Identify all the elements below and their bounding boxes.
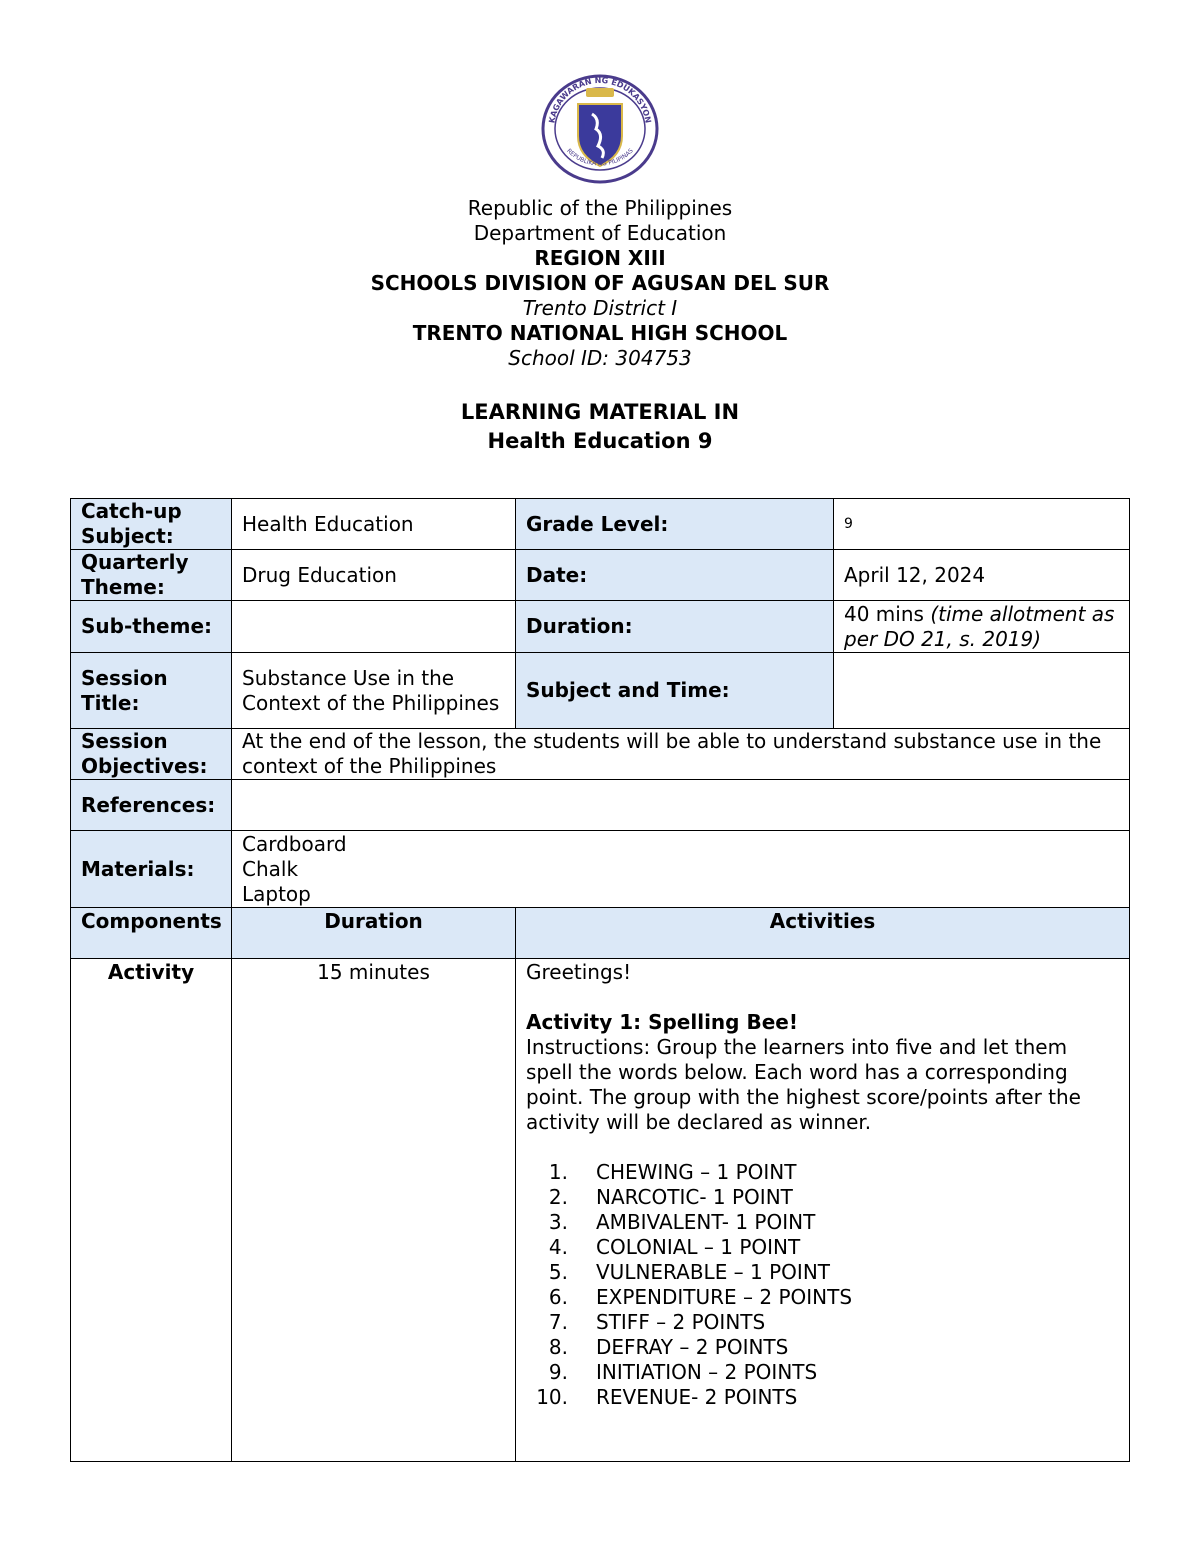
word-number: 9. bbox=[548, 1360, 568, 1384]
spelling-word-item bbox=[526, 1210, 1119, 1235]
word-number: 6. bbox=[548, 1285, 568, 1309]
word-number: 3. bbox=[548, 1210, 568, 1234]
spelling-word-item bbox=[526, 1235, 1119, 1260]
district-line: Trento District I bbox=[522, 296, 678, 320]
objectives-label: Session Objectives: bbox=[70, 728, 232, 780]
references-value bbox=[231, 779, 1130, 831]
date-value: April 12, 2024 bbox=[833, 549, 1130, 601]
session-title-value: Substance Use in the Context of the Philippines bbox=[231, 652, 516, 729]
references-label: References: bbox=[70, 779, 232, 831]
component-activity: Activity bbox=[70, 958, 232, 1462]
word-text: STIFF – 2 POINTS bbox=[596, 1310, 766, 1334]
svg-text:KAGAWARAN NG EDUKASYON: KAGAWARAN NG EDUKASYON bbox=[547, 75, 653, 124]
svg-text:REPUBLIKA NG PILIPINAS: REPUBLIKA NG PILIPINAS bbox=[565, 147, 635, 168]
activity-duration: 15 minutes bbox=[231, 958, 516, 1462]
spelling-word-list bbox=[526, 1160, 1119, 1410]
spelling-word-item bbox=[526, 1385, 1119, 1410]
word-number: 5. bbox=[548, 1260, 568, 1284]
activity-details bbox=[515, 958, 1130, 1462]
word-text: NARCOTIC- 1 POINT bbox=[596, 1185, 793, 1209]
grade-level-label: Grade Level: bbox=[515, 498, 834, 550]
spelling-word-item bbox=[526, 1285, 1119, 1310]
activity-title: Activity 1: Spelling Bee! bbox=[526, 1010, 798, 1034]
components-header: Components bbox=[70, 907, 232, 959]
theme-value: Drug Education bbox=[231, 549, 516, 601]
spelling-word-item bbox=[526, 1260, 1119, 1285]
objectives-value: At the end of the lesson, the students will be able to understand substance use in the context of the Philippines bbox=[231, 728, 1130, 780]
duration-label: Duration: bbox=[515, 600, 834, 653]
activities-header: Activities bbox=[515, 907, 1130, 959]
school-id: School ID: 304753 bbox=[508, 346, 692, 370]
word-text: INITIATION – 2 POINTS bbox=[596, 1360, 818, 1384]
materials-list bbox=[231, 830, 1130, 908]
word-text: COLONIAL – 1 POINT bbox=[596, 1235, 801, 1259]
document-title bbox=[0, 398, 1200, 456]
subtheme-label: Sub-theme: bbox=[70, 600, 232, 653]
deped-seal-logo bbox=[540, 74, 660, 184]
word-text: DEFRAY – 2 POINTS bbox=[596, 1335, 789, 1359]
seal-emblem-icon bbox=[540, 74, 660, 184]
subtheme-value bbox=[231, 600, 516, 653]
activity-instructions: Instructions: Group the learners into five and let them spell the words below. Each word has a corresponding point. The group with the highest score/points after the activity will be declared as winner. bbox=[526, 1035, 1081, 1134]
duration-value: 40 mins bbox=[844, 601, 924, 626]
word-number: 7. bbox=[548, 1310, 568, 1334]
material-item: Chalk bbox=[242, 857, 299, 881]
subject-value: Health Education bbox=[231, 498, 516, 550]
duration-header: Duration bbox=[231, 907, 516, 959]
spelling-word-item bbox=[526, 1310, 1119, 1335]
subject-label: Catch-up Subject: bbox=[70, 498, 232, 550]
word-text: REVENUE- 2 POINTS bbox=[596, 1385, 798, 1409]
spelling-word-item bbox=[526, 1335, 1119, 1360]
spelling-word-item bbox=[526, 1185, 1119, 1210]
date-label: Date: bbox=[515, 549, 834, 601]
theme-label: Quarterly Theme: bbox=[70, 549, 232, 601]
department-line: Department of Education bbox=[473, 221, 727, 245]
letterhead bbox=[0, 196, 1200, 371]
subject-time-value bbox=[833, 652, 1130, 729]
word-text: EXPENDITURE – 2 POINTS bbox=[596, 1285, 853, 1309]
material-item: Cardboard bbox=[242, 832, 347, 856]
word-number: 1. bbox=[548, 1160, 568, 1184]
word-number: 2. bbox=[548, 1185, 568, 1209]
spelling-word-item bbox=[526, 1160, 1119, 1185]
division-line: SCHOOLS DIVISION OF AGUSAN DEL SUR bbox=[370, 271, 830, 295]
spelling-word-item bbox=[526, 1360, 1119, 1385]
duration-value-cell bbox=[833, 600, 1130, 653]
word-text: AMBIVALENT- 1 POINT bbox=[596, 1210, 816, 1234]
session-title-label: Session Title: bbox=[70, 652, 232, 729]
title-line-1: LEARNING MATERIAL IN bbox=[460, 400, 740, 424]
duration-note: (time allotment as per DO 21, s. 2019) bbox=[844, 601, 1115, 651]
grade-level-value: 9 bbox=[833, 498, 1130, 550]
republic-line: Republic of the Philippines bbox=[467, 196, 733, 220]
learning-material-table bbox=[70, 498, 1130, 1462]
materials-label: Materials: bbox=[70, 830, 232, 908]
word-number: 8. bbox=[548, 1335, 568, 1359]
region-line: REGION XIII bbox=[534, 246, 666, 270]
greeting-text: Greetings! bbox=[526, 960, 632, 984]
title-line-2: Health Education 9 bbox=[487, 429, 713, 453]
word-number: 10. bbox=[536, 1385, 568, 1409]
material-item: Laptop bbox=[242, 882, 311, 906]
word-number: 4. bbox=[548, 1235, 568, 1259]
word-text: VULNERABLE – 1 POINT bbox=[596, 1260, 831, 1284]
word-text: CHEWING – 1 POINT bbox=[596, 1160, 797, 1184]
school-name: TRENTO NATIONAL HIGH SCHOOL bbox=[412, 321, 788, 345]
subject-time-label: Subject and Time: bbox=[515, 652, 834, 729]
